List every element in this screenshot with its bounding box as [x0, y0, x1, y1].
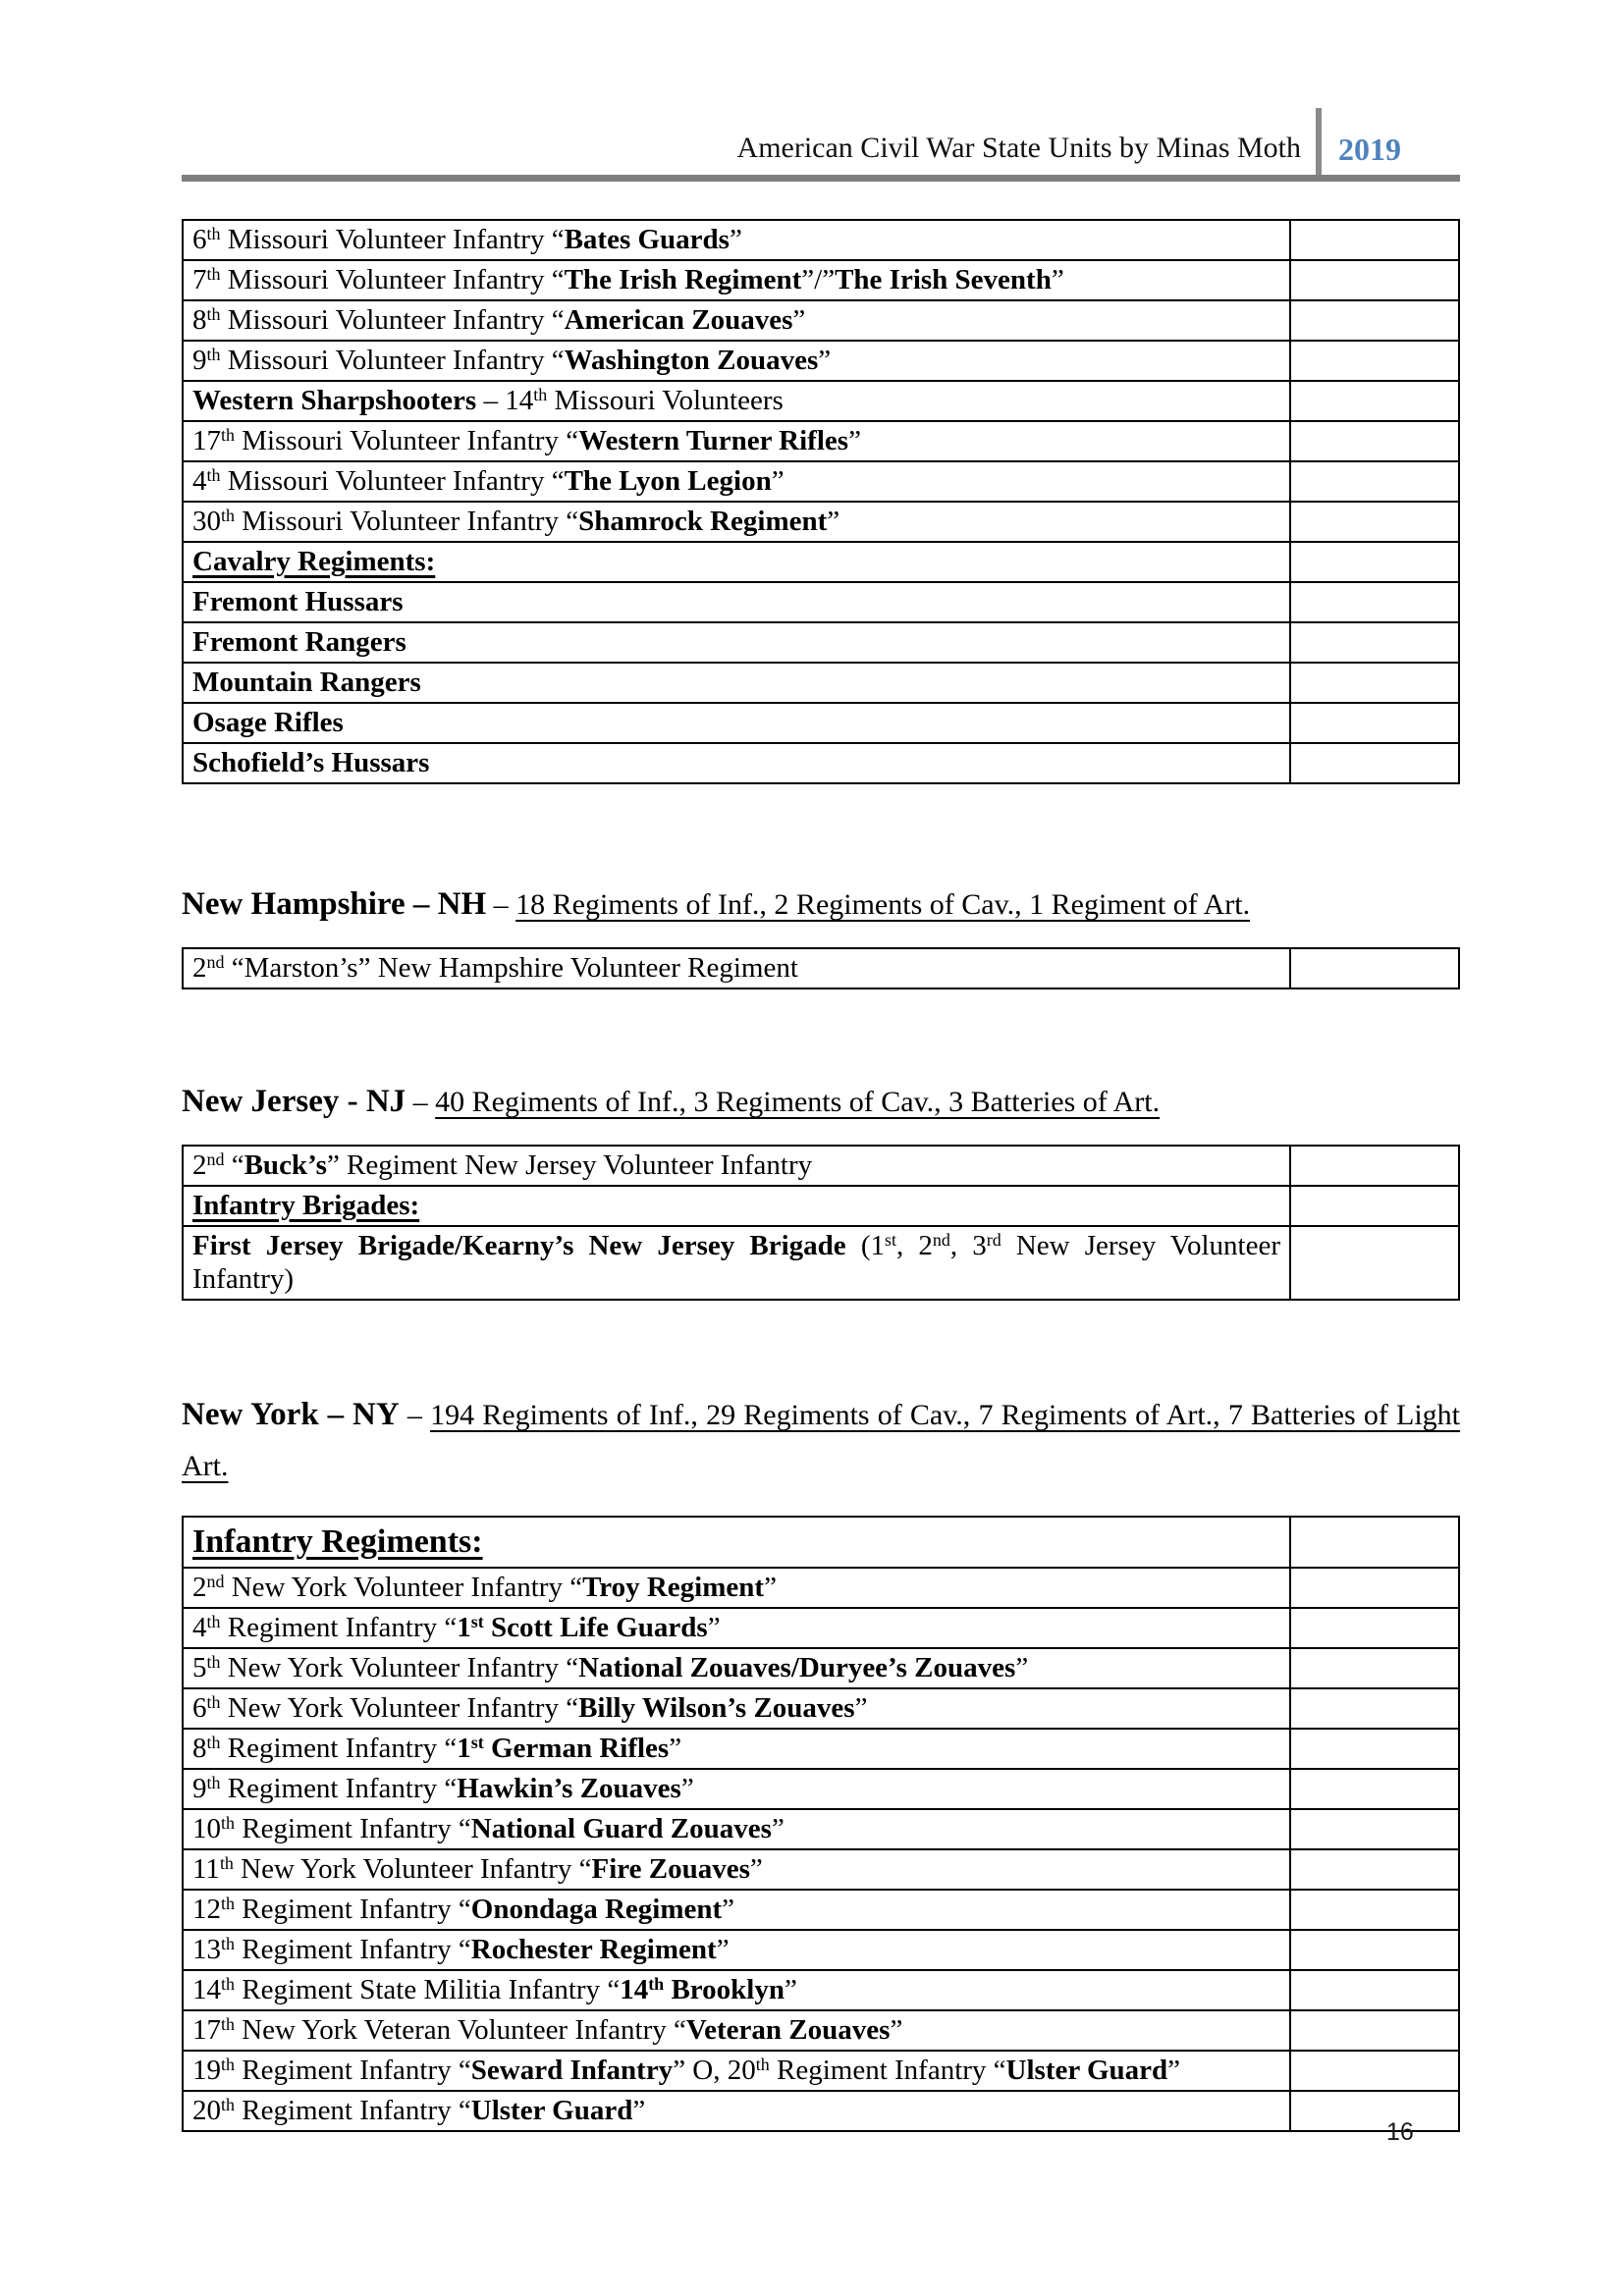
missouri-units-table — [182, 219, 1460, 784]
empty-cell — [1290, 2010, 1459, 2051]
unit-cell: 9th Regiment Infantry “Hawkin’s Zouaves” — [183, 1769, 1290, 1809]
empty-cell — [1290, 502, 1459, 542]
unit-cell: Osage Rifles — [183, 703, 1290, 743]
empty-cell — [1290, 421, 1459, 461]
table-row — [183, 1970, 1459, 2010]
empty-cell — [1290, 1568, 1459, 1608]
heading-separator: – — [406, 1086, 436, 1118]
empty-cell — [1290, 948, 1459, 988]
empty-cell — [1290, 1930, 1459, 1970]
empty-cell — [1290, 300, 1459, 341]
empty-cell — [1290, 381, 1459, 421]
unit-cell: 9th Missouri Volunteer Infantry “Washington Zouaves” — [183, 341, 1290, 381]
table-row — [183, 582, 1459, 622]
unit-cell: 19th Regiment Infantry “Seward Infantry” O, 20th Regiment Infantry “Ulster Guard” — [183, 2051, 1290, 2091]
page-content — [182, 0, 1460, 2132]
table-row — [183, 1729, 1459, 1769]
empty-cell — [1290, 1890, 1459, 1930]
unit-cell: 4th Regiment Infantry “1st Scott Life Guards” — [183, 1608, 1290, 1648]
unit-cell: 11th New York Volunteer Infantry “Fire Zouaves” — [183, 1849, 1290, 1890]
table-row — [183, 542, 1459, 582]
unit-cell: 5th New York Volunteer Infantry “National Zouaves/Duryee’s Zouaves” — [183, 1648, 1290, 1688]
table-row — [183, 1648, 1459, 1688]
section-heading-new-york — [182, 1389, 1460, 1492]
table-row — [183, 220, 1459, 260]
empty-cell — [1290, 542, 1459, 582]
unit-cell: First Jersey Brigade/Kearny’s New Jersey Brigade (1st, 2nd, 3rd New Jersey Volunteer Infantry) — [183, 1226, 1290, 1300]
new-jersey-units-table — [182, 1145, 1460, 1301]
empty-cell — [1290, 1809, 1459, 1849]
table-row — [183, 663, 1459, 703]
empty-cell — [1290, 663, 1459, 703]
unit-cell: 20th Regiment Infantry “Ulster Guard” — [183, 2091, 1290, 2131]
empty-cell — [1290, 622, 1459, 663]
section-new-jersey — [182, 1076, 1460, 1301]
state-name: New Hampshire – NH — [182, 886, 487, 922]
empty-cell — [1290, 461, 1459, 502]
empty-cell — [1290, 2091, 1459, 2131]
empty-cell — [1290, 1769, 1459, 1809]
unit-cell: 13th Regiment Infantry “Rochester Regiment” — [183, 1930, 1290, 1970]
table-row — [183, 381, 1459, 421]
state-name: New York – NY — [182, 1397, 400, 1432]
unit-cell: Cavalry Regiments: — [183, 542, 1290, 582]
empty-cell — [1290, 1729, 1459, 1769]
table-row — [183, 703, 1459, 743]
unit-cell: 10th Regiment Infantry “National Guard Zouaves” — [183, 1809, 1290, 1849]
table-row — [183, 260, 1459, 300]
empty-cell — [1290, 582, 1459, 622]
empty-cell — [1290, 1970, 1459, 2010]
unit-cell: 2nd “Buck’s” Regiment New Jersey Volunteer Infantry — [183, 1146, 1290, 1186]
table-row — [183, 341, 1459, 381]
empty-cell — [1290, 703, 1459, 743]
table-row — [183, 2091, 1459, 2131]
new-york-units-table — [182, 1516, 1460, 2132]
table-row — [183, 2010, 1459, 2051]
document-title: American Civil War State Units by Minas Moth — [736, 132, 1301, 164]
table-row — [183, 622, 1459, 663]
new-hampshire-units-table — [182, 947, 1460, 989]
unit-cell: Infantry Regiments: — [183, 1517, 1290, 1568]
table-row — [183, 421, 1459, 461]
unit-cell: 6th New York Volunteer Infantry “Billy Wilson’s Zouaves” — [183, 1688, 1290, 1729]
empty-cell — [1290, 2051, 1459, 2091]
state-summary: 194 Regiments of Inf., 29 Regiments of Cav., 7 Regiments of Art., 7 Batteries of Light Art. — [182, 1399, 1460, 1482]
page-number: 16 — [1386, 2118, 1414, 2146]
empty-cell — [1290, 1517, 1459, 1568]
unit-cell: 2nd “Marston’s” New Hampshire Volunteer Regiment — [183, 948, 1290, 988]
unit-cell: 7th Missouri Volunteer Infantry “The Irish Regiment”/”The Irish Seventh” — [183, 260, 1290, 300]
page-header — [182, 0, 1460, 182]
unit-cell: 8th Missouri Volunteer Infantry “American Zouaves” — [183, 300, 1290, 341]
table-row — [183, 1809, 1459, 1849]
empty-cell — [1290, 1849, 1459, 1890]
unit-cell: Schofield’s Hussars — [183, 743, 1290, 783]
section-heading-new-hampshire — [182, 879, 1460, 931]
empty-cell — [1290, 260, 1459, 300]
unit-cell: 6th Missouri Volunteer Infantry “Bates Guards” — [183, 220, 1290, 260]
unit-cell: 14th Regiment State Militia Infantry “14th Brooklyn” — [183, 1970, 1290, 2010]
unit-cell: 8th Regiment Infantry “1st German Rifles” — [183, 1729, 1290, 1769]
table-row — [183, 1890, 1459, 1930]
table-row — [183, 502, 1459, 542]
table-row — [183, 1688, 1459, 1729]
unit-cell: 17th Missouri Volunteer Infantry “Western Turner Rifles” — [183, 421, 1290, 461]
unit-cell: Infantry Brigades: — [183, 1186, 1290, 1226]
empty-cell — [1290, 341, 1459, 381]
table-row — [183, 461, 1459, 502]
empty-cell — [1290, 1688, 1459, 1729]
unit-cell: Western Sharpshooters – 14th Missouri Volunteers — [183, 381, 1290, 421]
empty-cell — [1290, 743, 1459, 783]
heading-separator: – — [399, 1399, 431, 1431]
header-year: 2019 — [1338, 132, 1401, 167]
table-row — [183, 1226, 1459, 1300]
unit-cell: 4th Missouri Volunteer Infantry “The Lyon Legion” — [183, 461, 1290, 502]
table-row — [183, 743, 1459, 783]
empty-cell — [1290, 1146, 1459, 1186]
unit-cell: Fremont Rangers — [183, 622, 1290, 663]
unit-cell: Mountain Rangers — [183, 663, 1290, 703]
empty-cell — [1290, 1608, 1459, 1648]
unit-cell: 30th Missouri Volunteer Infantry “Shamrock Regiment” — [183, 502, 1290, 542]
table-row — [183, 300, 1459, 341]
section-new-york — [182, 1389, 1460, 2132]
state-summary: 18 Regiments of Inf., 2 Regiments of Cav., 1 Regiment of Art. — [515, 888, 1251, 921]
table-row — [183, 1849, 1459, 1890]
empty-cell — [1290, 1648, 1459, 1688]
empty-cell — [1290, 1226, 1459, 1300]
section-new-hampshire — [182, 879, 1460, 989]
table-row — [183, 1517, 1459, 1568]
unit-cell: 2nd New York Volunteer Infantry “Troy Regiment” — [183, 1568, 1290, 1608]
table-row — [183, 1769, 1459, 1809]
section-heading-new-jersey — [182, 1076, 1460, 1128]
table-row — [183, 2051, 1459, 2091]
empty-cell — [1290, 220, 1459, 260]
unit-cell: Fremont Hussars — [183, 582, 1290, 622]
state-name: New Jersey - NJ — [182, 1084, 406, 1119]
table-row — [183, 1608, 1459, 1648]
table-row — [183, 1568, 1459, 1608]
table-row — [183, 1186, 1459, 1226]
table-row — [183, 1146, 1459, 1186]
unit-cell: 12th Regiment Infantry “Onondaga Regiment” — [183, 1890, 1290, 1930]
header-divider — [1316, 108, 1322, 175]
table-row — [183, 1930, 1459, 1970]
state-summary: 40 Regiments of Inf., 3 Regiments of Cav., 3 Batteries of Art. — [435, 1086, 1161, 1118]
heading-separator: – — [486, 888, 516, 921]
table-row — [183, 948, 1459, 988]
unit-cell: 17th New York Veteran Volunteer Infantry “Veteran Zouaves” — [183, 2010, 1290, 2051]
empty-cell — [1290, 1186, 1459, 1226]
